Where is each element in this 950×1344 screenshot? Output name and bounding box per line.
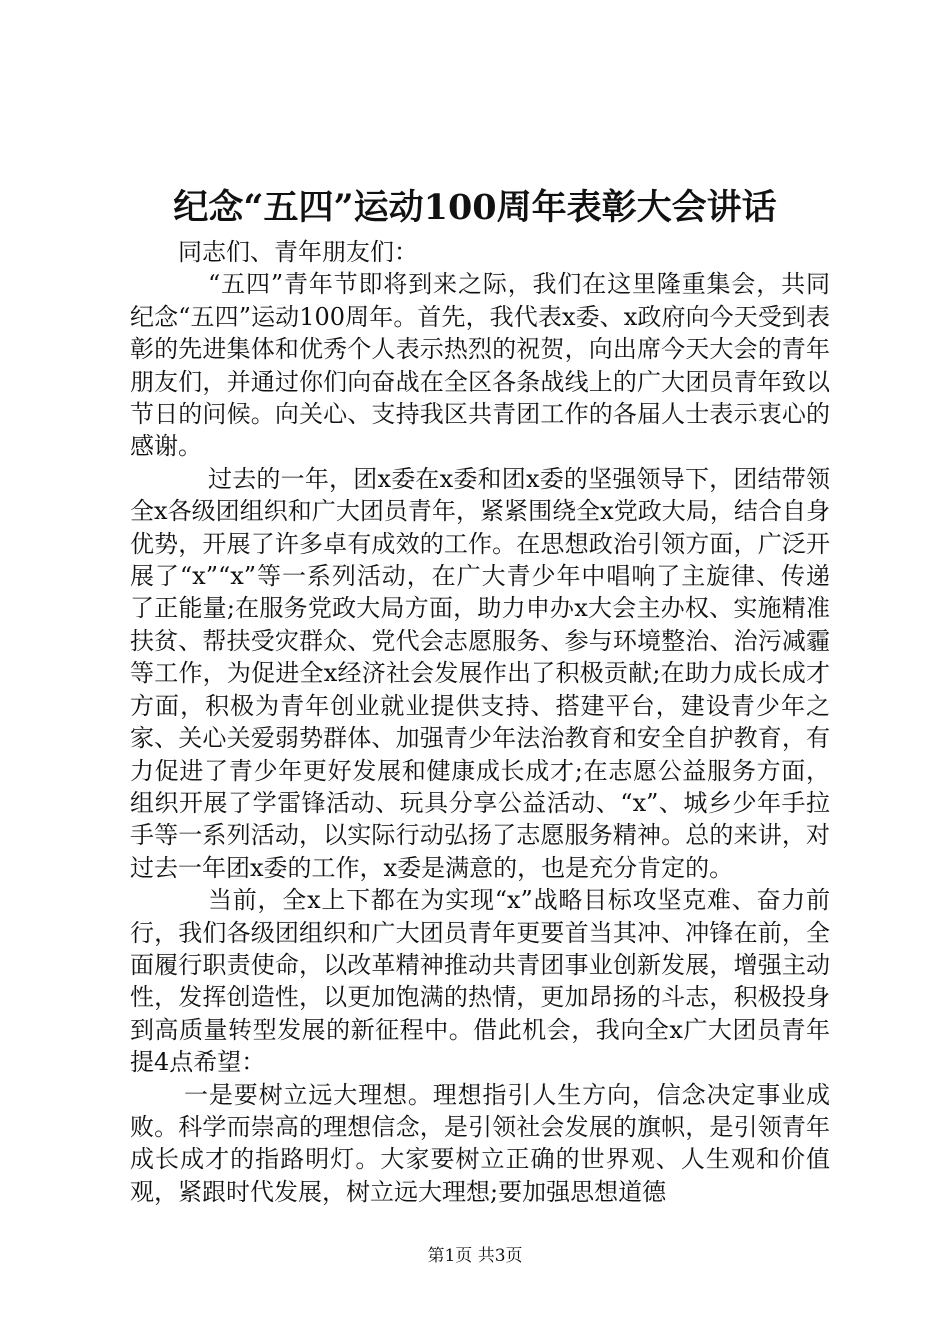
page-number-footer: 第1页 共3页 [427, 1246, 523, 1266]
paragraph-1: “五四”青年节即将到来之际，我们在这里隆重集会，共同纪念“五四”运动100周年。首先，我代表x委、x政府向今天受到表彰的先进集体和优秀个人表示热烈的祝贺，向出席今天大会的青年朋友们，并通过你们向奋战在全区各条战线上的广大团员青年致以节日的问候。向关心、支持我区共青团工作的各届人士表示衷心的感谢。 [130, 270, 830, 461]
paragraph-3: 当前，全x上下都在为实现“x”战略目标攻坚克难、奋力前行，我们各级团组织和广大团员青年更要首当其冲、冲锋在前，全面履行职责使命，以改革精神推动共青团事业创新发展，增强主动性，发挥创造性，以更加饱满的热情，更加昂扬的斗志，积极投身到高质量转型发展的新征程中。借此机会，我向全x广大团员青年提4点希望： [130, 886, 830, 1077]
salutation: 同志们、青年朋友们： [178, 238, 418, 266]
document-title: 纪念“五四”运动100周年表彰大会讲话 [173, 187, 777, 228]
document-body [130, 236, 830, 1208]
paragraph-2: 过去的一年，团x委在x委和团x委的坚强领导下，团结带领全x各级团组织和广大团员青年，紧紧围绕全x党政大局，结合自身优势，开展了许多卓有成效的工作。在思想政治引领方面，广泛开展了“x”“x”等一系列活动，在广大青少年中唱响了主旋律、传递了正能量;在服务党政大局方面，助力申办x大会主办权、实施精准扶贫、帮扶受灾群众、党代会志愿服务、参与环境整治、治污减霾等工作，为促进全x经济社会发展作出了积极贡献;在助力成长成才方面，积极为青年创业就业提供支持、搭建平台，建设青少年之家、关心关爱弱势群体、加强青少年法治教育和安全自护教育，有力促进了青少年更好发展和健康成长成才;在志愿公益服务方面，组织开展了学雷锋活动、玩具分享公益活动、“x”、城乡少年手拉手等一系列活动，以实际行动弘扬了志愿服务精神。总的来讲，对过去一年团x委的工作，x委是满意的，也是充分肯定的。 [130, 464, 830, 882]
paragraph-4: 一是要树立远大理想。理想指引人生方向，信念决定事业成败。科学而崇高的理想信念，是引领社会发展的旗帜，是引领青年成长成才的指路明灯。大家要树立正确的世界观、人生观和价值观，紧跟时代发展，树立远大理想;要加强思想道德 [130, 1080, 830, 1206]
